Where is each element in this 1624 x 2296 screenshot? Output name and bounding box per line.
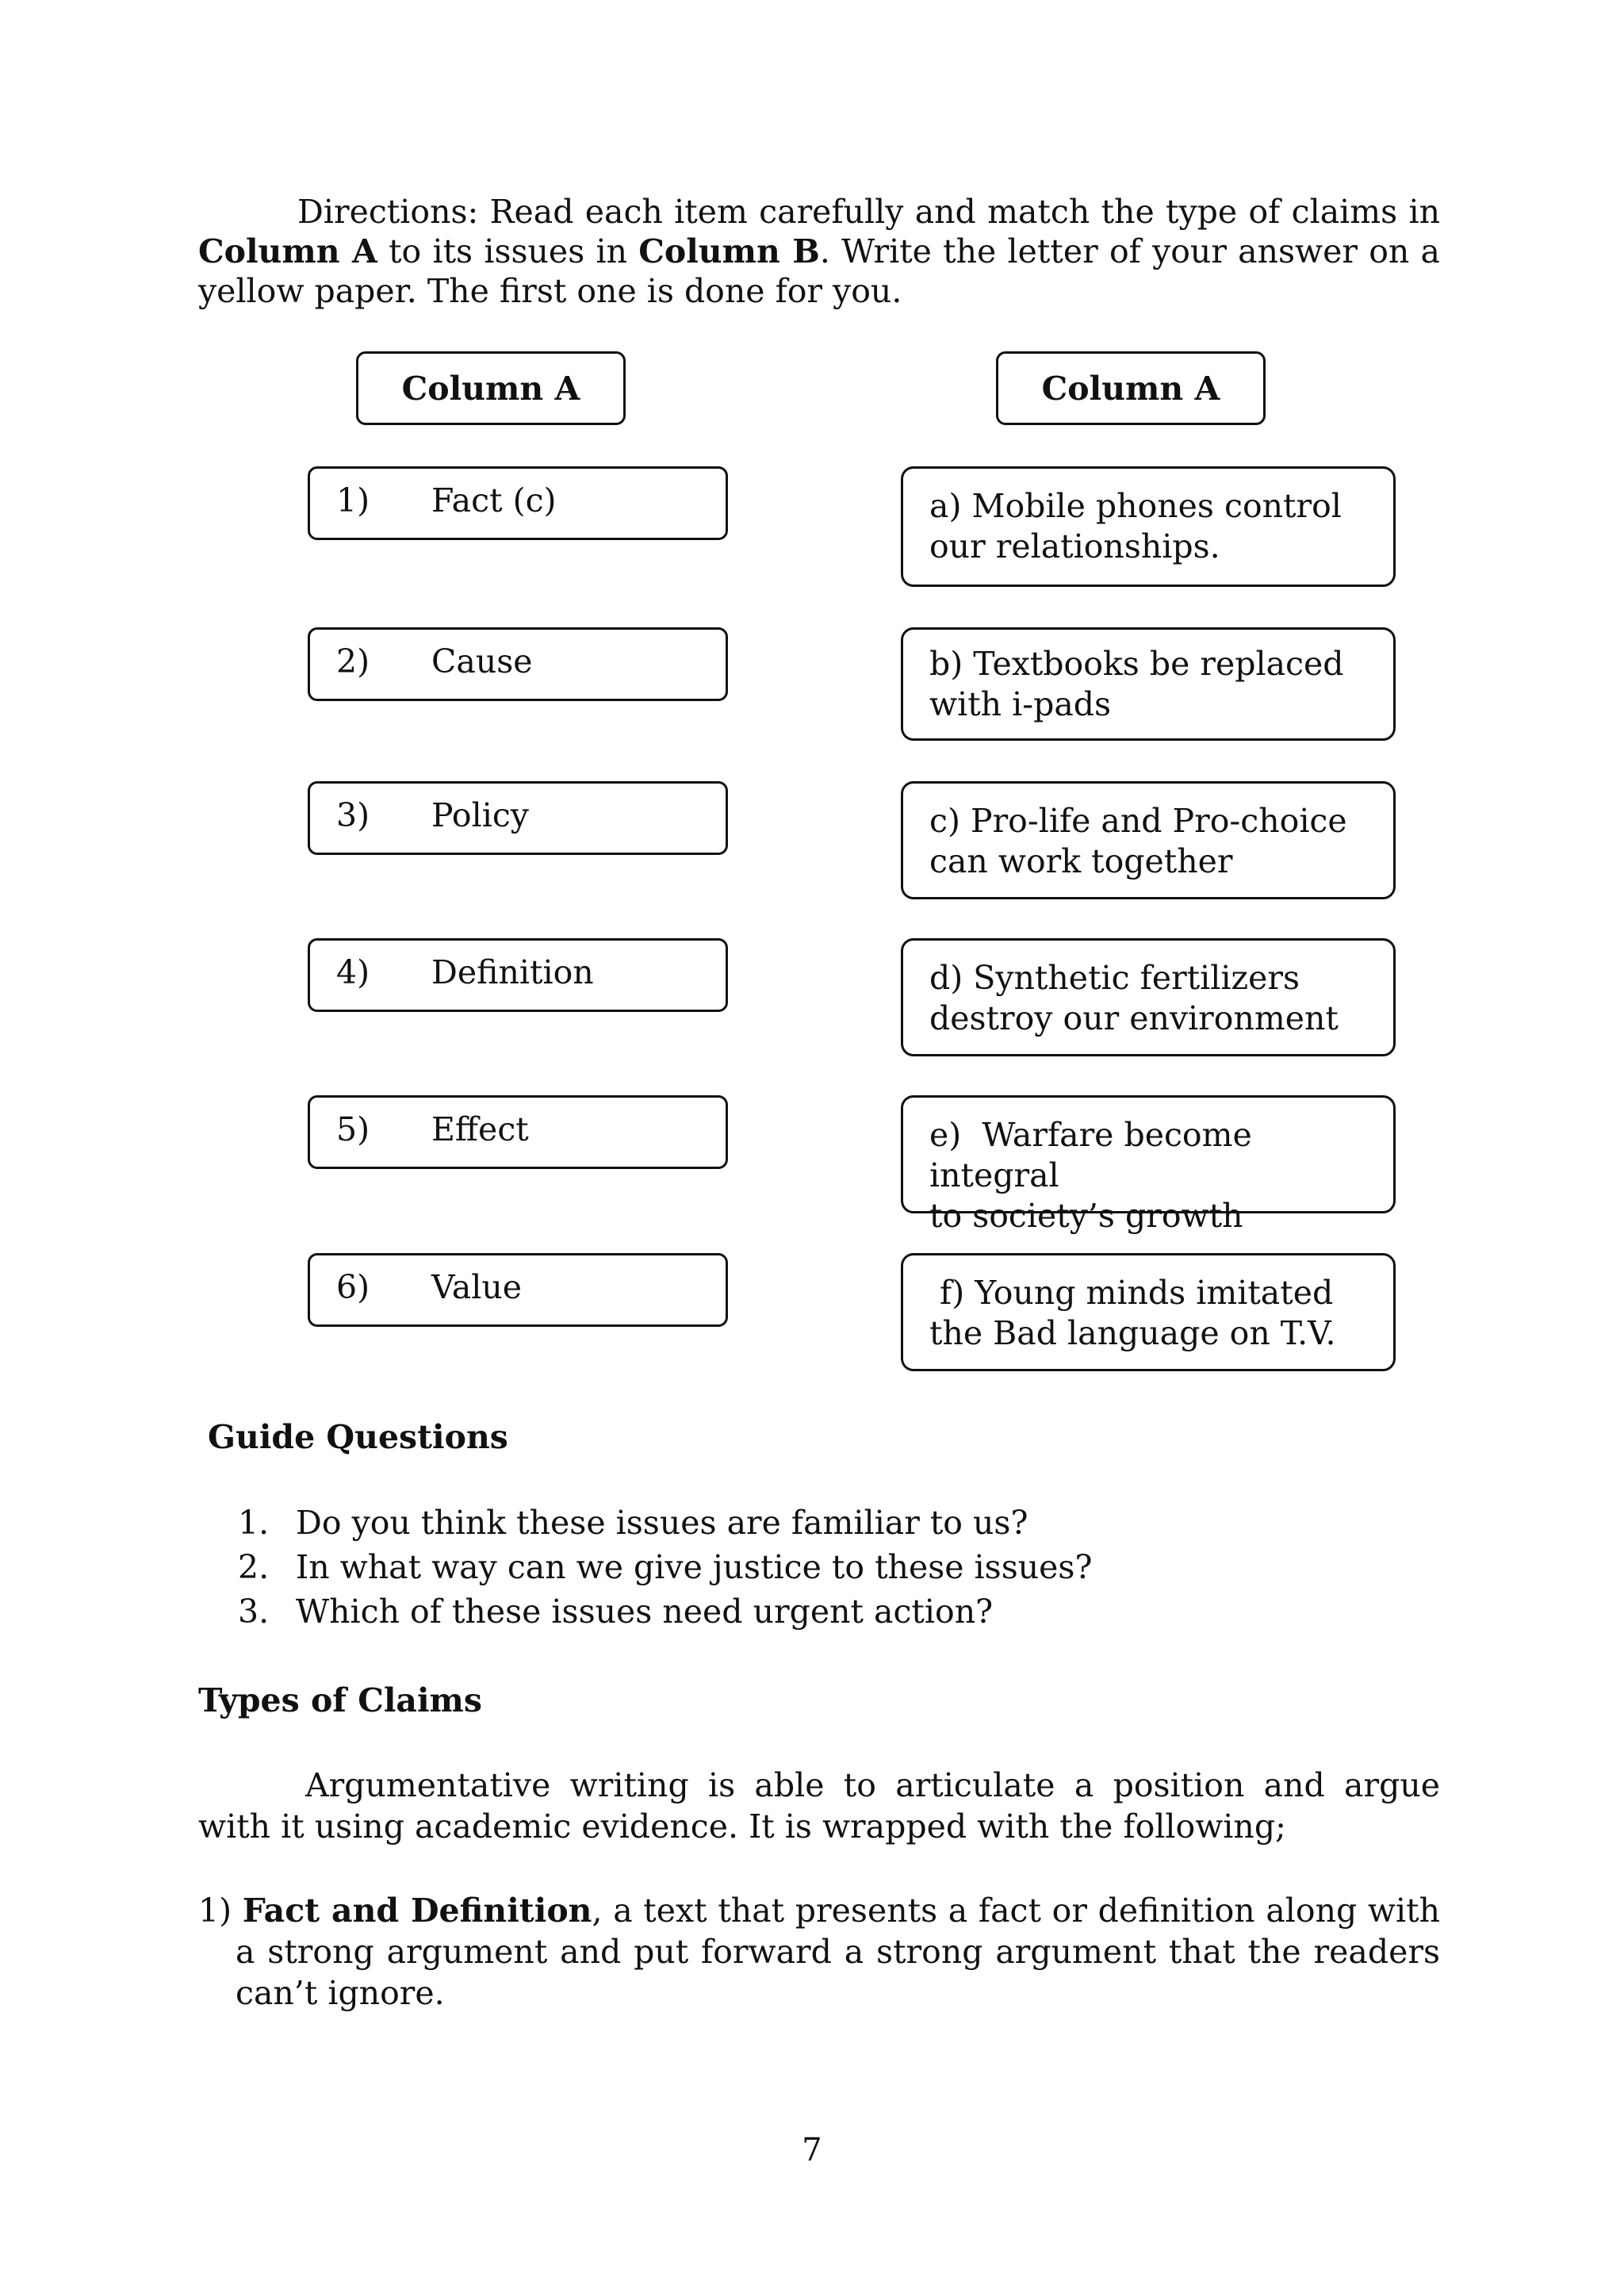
item-number: 5) xyxy=(336,1110,370,1148)
page-number: 7 xyxy=(802,2132,822,2168)
column-b-item xyxy=(901,1095,1396,1235)
column-a-item xyxy=(308,627,728,701)
claim-type: Definition xyxy=(431,953,594,991)
item-number: 4) xyxy=(336,953,370,991)
list-item: 2. In what way can we give justice to these issues? xyxy=(238,1548,1093,1586)
issue-line: the Bad language on T.V. xyxy=(929,1314,1336,1352)
intro-paragraph: Argumentative writing is able to articulate a position and argue with it using academic evidence. It is wrapped with the following; xyxy=(198,1766,1440,1846)
item-number: 6) xyxy=(336,1268,370,1306)
item-number: 1) xyxy=(336,481,370,519)
issue-line: f) Young minds imitated xyxy=(929,1274,1334,1312)
item-number: 3) xyxy=(336,796,370,834)
issue-line: can work together xyxy=(929,842,1233,880)
column-b-item xyxy=(901,466,1396,587)
types-of-claims-heading: Types of Claims xyxy=(198,1681,483,1719)
column-a-item xyxy=(308,781,728,855)
column-a-header: Column A xyxy=(356,351,626,425)
issue-line: destroy our environment xyxy=(929,999,1339,1037)
claim-type: Effect xyxy=(431,1110,529,1148)
column-b-item xyxy=(901,1253,1396,1371)
claim-type: Cause xyxy=(431,642,533,680)
column-b-header: Column A xyxy=(996,351,1266,425)
claim-type: Fact (c) xyxy=(431,481,557,519)
issue-line: with i-pads xyxy=(929,685,1112,723)
column-a-reference: Column A xyxy=(198,232,377,270)
column-a-item xyxy=(308,1095,728,1169)
claim-term: Fact and Definition xyxy=(242,1892,592,1930)
issue-line: d) Synthetic fertilizers xyxy=(929,959,1300,997)
claim-item: 1) Fact and Definition, a text that presents a fact or definition along with a strong argument and put forward a strong argument that the readers can’t ignore. xyxy=(198,1892,1440,2012)
column-b-item xyxy=(901,627,1396,741)
column-a-item xyxy=(308,1253,728,1327)
column-b-reference: Column B xyxy=(638,232,820,270)
claim-type: Value xyxy=(431,1268,523,1306)
directions-paragraph: Directions: Read each item carefully and match the type of claims in Column A to its issues in Column B. Write the letter of your answer on a yellow paper. The first one is done for you. xyxy=(198,193,1440,310)
issue-line: e) Warfare become integral xyxy=(929,1116,1252,1194)
item-number: 2) xyxy=(336,642,370,680)
issue-line: a) Mobile phones control xyxy=(929,487,1342,525)
column-a-item xyxy=(308,938,728,1012)
issue-line: to society’s growth xyxy=(929,1197,1243,1235)
column-b-item xyxy=(901,938,1396,1056)
guide-questions-heading: Guide Questions xyxy=(208,1418,508,1456)
issue-line: c) Pro-life and Pro-choice xyxy=(929,802,1347,840)
guide-questions-list xyxy=(238,1501,1092,1634)
column-b-item xyxy=(901,781,1396,899)
column-a-item xyxy=(308,466,728,540)
issue-line: our relationships. xyxy=(929,527,1220,565)
claim-type: Policy xyxy=(431,796,529,834)
list-item: 3. Which of these issues need urgent action? xyxy=(238,1593,994,1631)
issue-line: b) Textbooks be replaced xyxy=(929,645,1344,683)
list-item: 1. Do you think these issues are familiar to us? xyxy=(238,1504,1028,1542)
